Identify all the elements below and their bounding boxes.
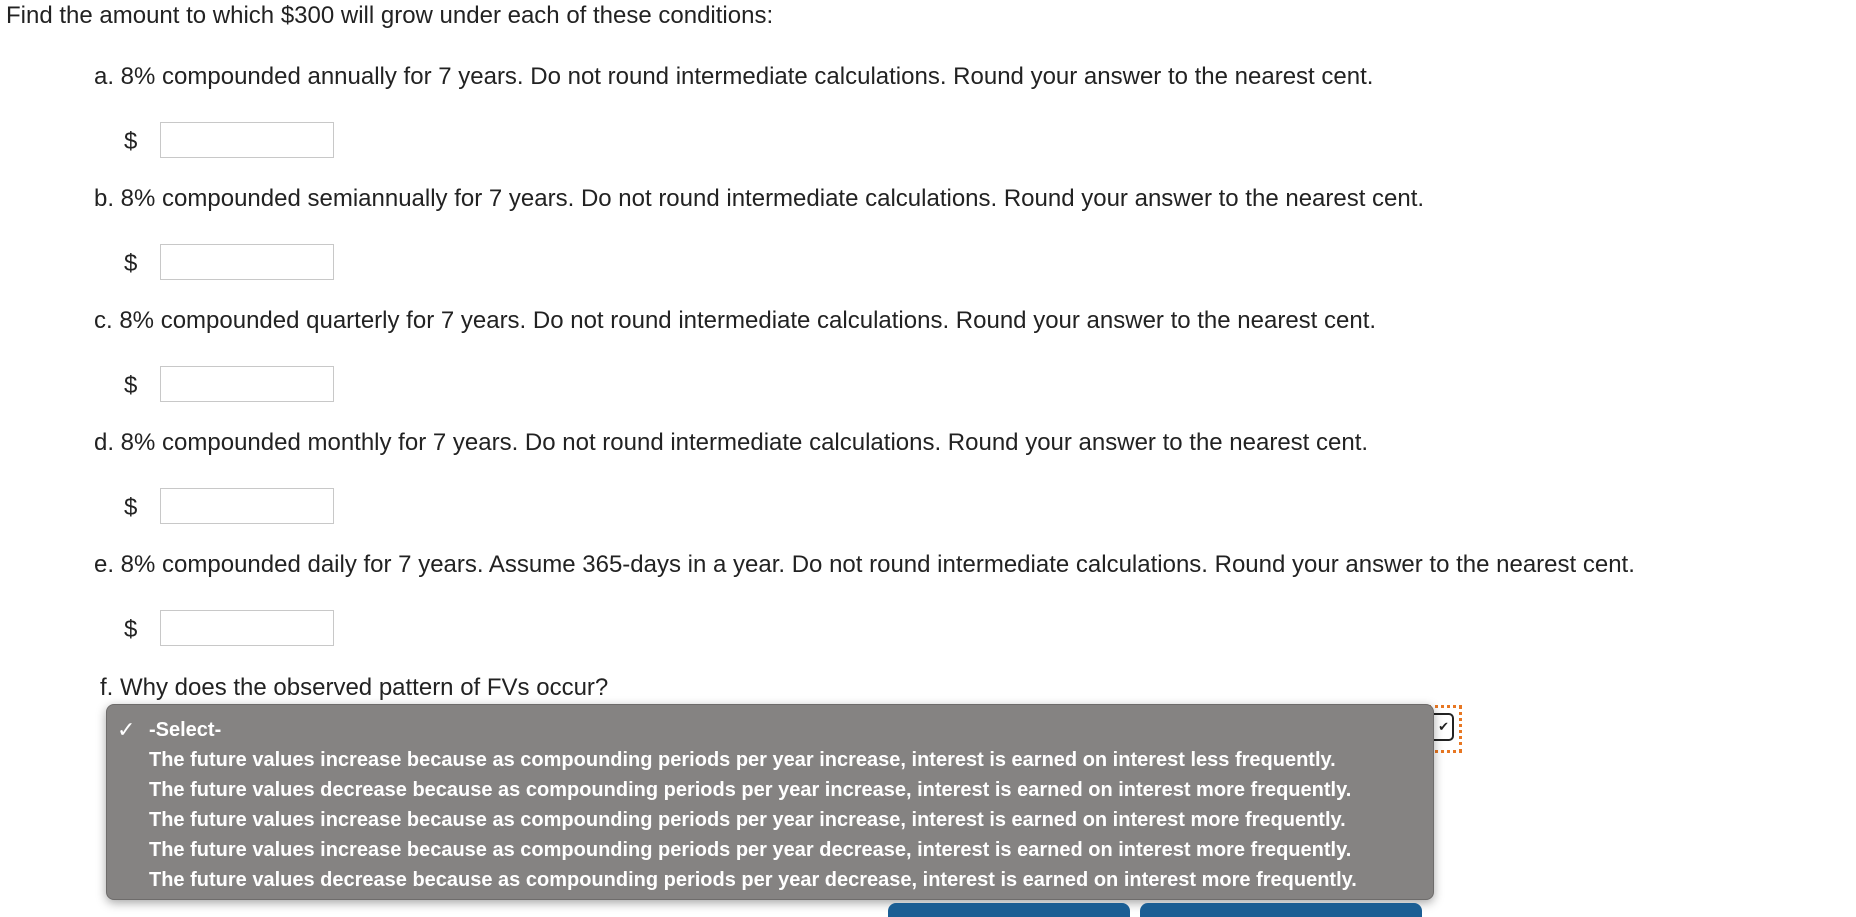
question-a-text: a. 8% compounded annually for 7 years. Do not round intermediate calculations. Round your answer to the nearest cent. — [94, 63, 1374, 90]
answer-row-a — [124, 122, 344, 162]
option-label: The future values increase because as compounding periods per year increase, interest is earned on interest less frequently. — [149, 749, 1336, 771]
currency-symbol: $ — [124, 494, 138, 521]
option-label: The future values decrease because as compounding periods per year increase, interest is earned on interest more frequently. — [149, 779, 1352, 801]
problem-intro: Find the amount to which $300 will grow under each of these conditions: — [6, 2, 774, 29]
chevron-down-icon: ✔ — [1438, 719, 1449, 734]
question-b-text: b. 8% compounded semiannually for 7 years. Do not round intermediate calculations. Round your answer to the nearest cent. — [94, 185, 1425, 212]
option-label: The future values decrease because as compounding periods per year decrease, interest is earned on interest more frequently. — [149, 869, 1357, 891]
dropdown-option-4[interactable] — [107, 835, 1433, 865]
dropdown-option-select[interactable] — [107, 715, 1433, 745]
answer-input-e[interactable] — [160, 610, 334, 646]
question-e-text: e. 8% compounded daily for 7 years. Assume 365-days in a year. Do not round intermediate calculations. Round your answer to the nearest cent. — [94, 551, 1635, 578]
dropdown-option-1[interactable] — [107, 745, 1433, 775]
question-f-text: f. Why does the observed pattern of FVs occur? — [100, 674, 609, 701]
question-d-text: d. 8% compounded monthly for 7 years. Do not round intermediate calculations. Round your answer to the nearest cent. — [94, 429, 1369, 456]
answer-input-d[interactable] — [160, 488, 334, 524]
dropdown-option-5[interactable] — [107, 865, 1433, 895]
option-label: -Select- — [149, 719, 222, 741]
answer-input-a[interactable] — [160, 122, 334, 158]
checkmark-icon: ✓ — [117, 717, 136, 742]
nav-button-left[interactable] — [888, 903, 1130, 917]
answer-row-b — [124, 244, 344, 284]
dropdown-option-3[interactable] — [107, 805, 1433, 835]
answer-row-c — [124, 366, 344, 406]
question-c-text: c. 8% compounded quarterly for 7 years. Do not round intermediate calculations. Round your answer to the nearest cent. — [94, 307, 1377, 334]
answer-input-c[interactable] — [160, 366, 334, 402]
option-label: The future values increase because as compounding periods per year decrease, interest is earned on interest more frequently. — [149, 839, 1352, 861]
dropdown-option-2[interactable] — [107, 775, 1433, 805]
currency-symbol: $ — [124, 372, 138, 399]
select-dropdown-menu — [106, 704, 1434, 900]
currency-symbol: $ — [124, 128, 138, 155]
answer-row-d — [124, 488, 344, 528]
currency-symbol: $ — [124, 616, 138, 643]
nav-button-right[interactable] — [1140, 903, 1422, 917]
answer-row-e — [124, 610, 344, 650]
answer-input-b[interactable] — [160, 244, 334, 280]
option-label: The future values increase because as compounding periods per year increase, interest is earned on interest more frequently. — [149, 809, 1346, 831]
currency-symbol: $ — [124, 250, 138, 277]
